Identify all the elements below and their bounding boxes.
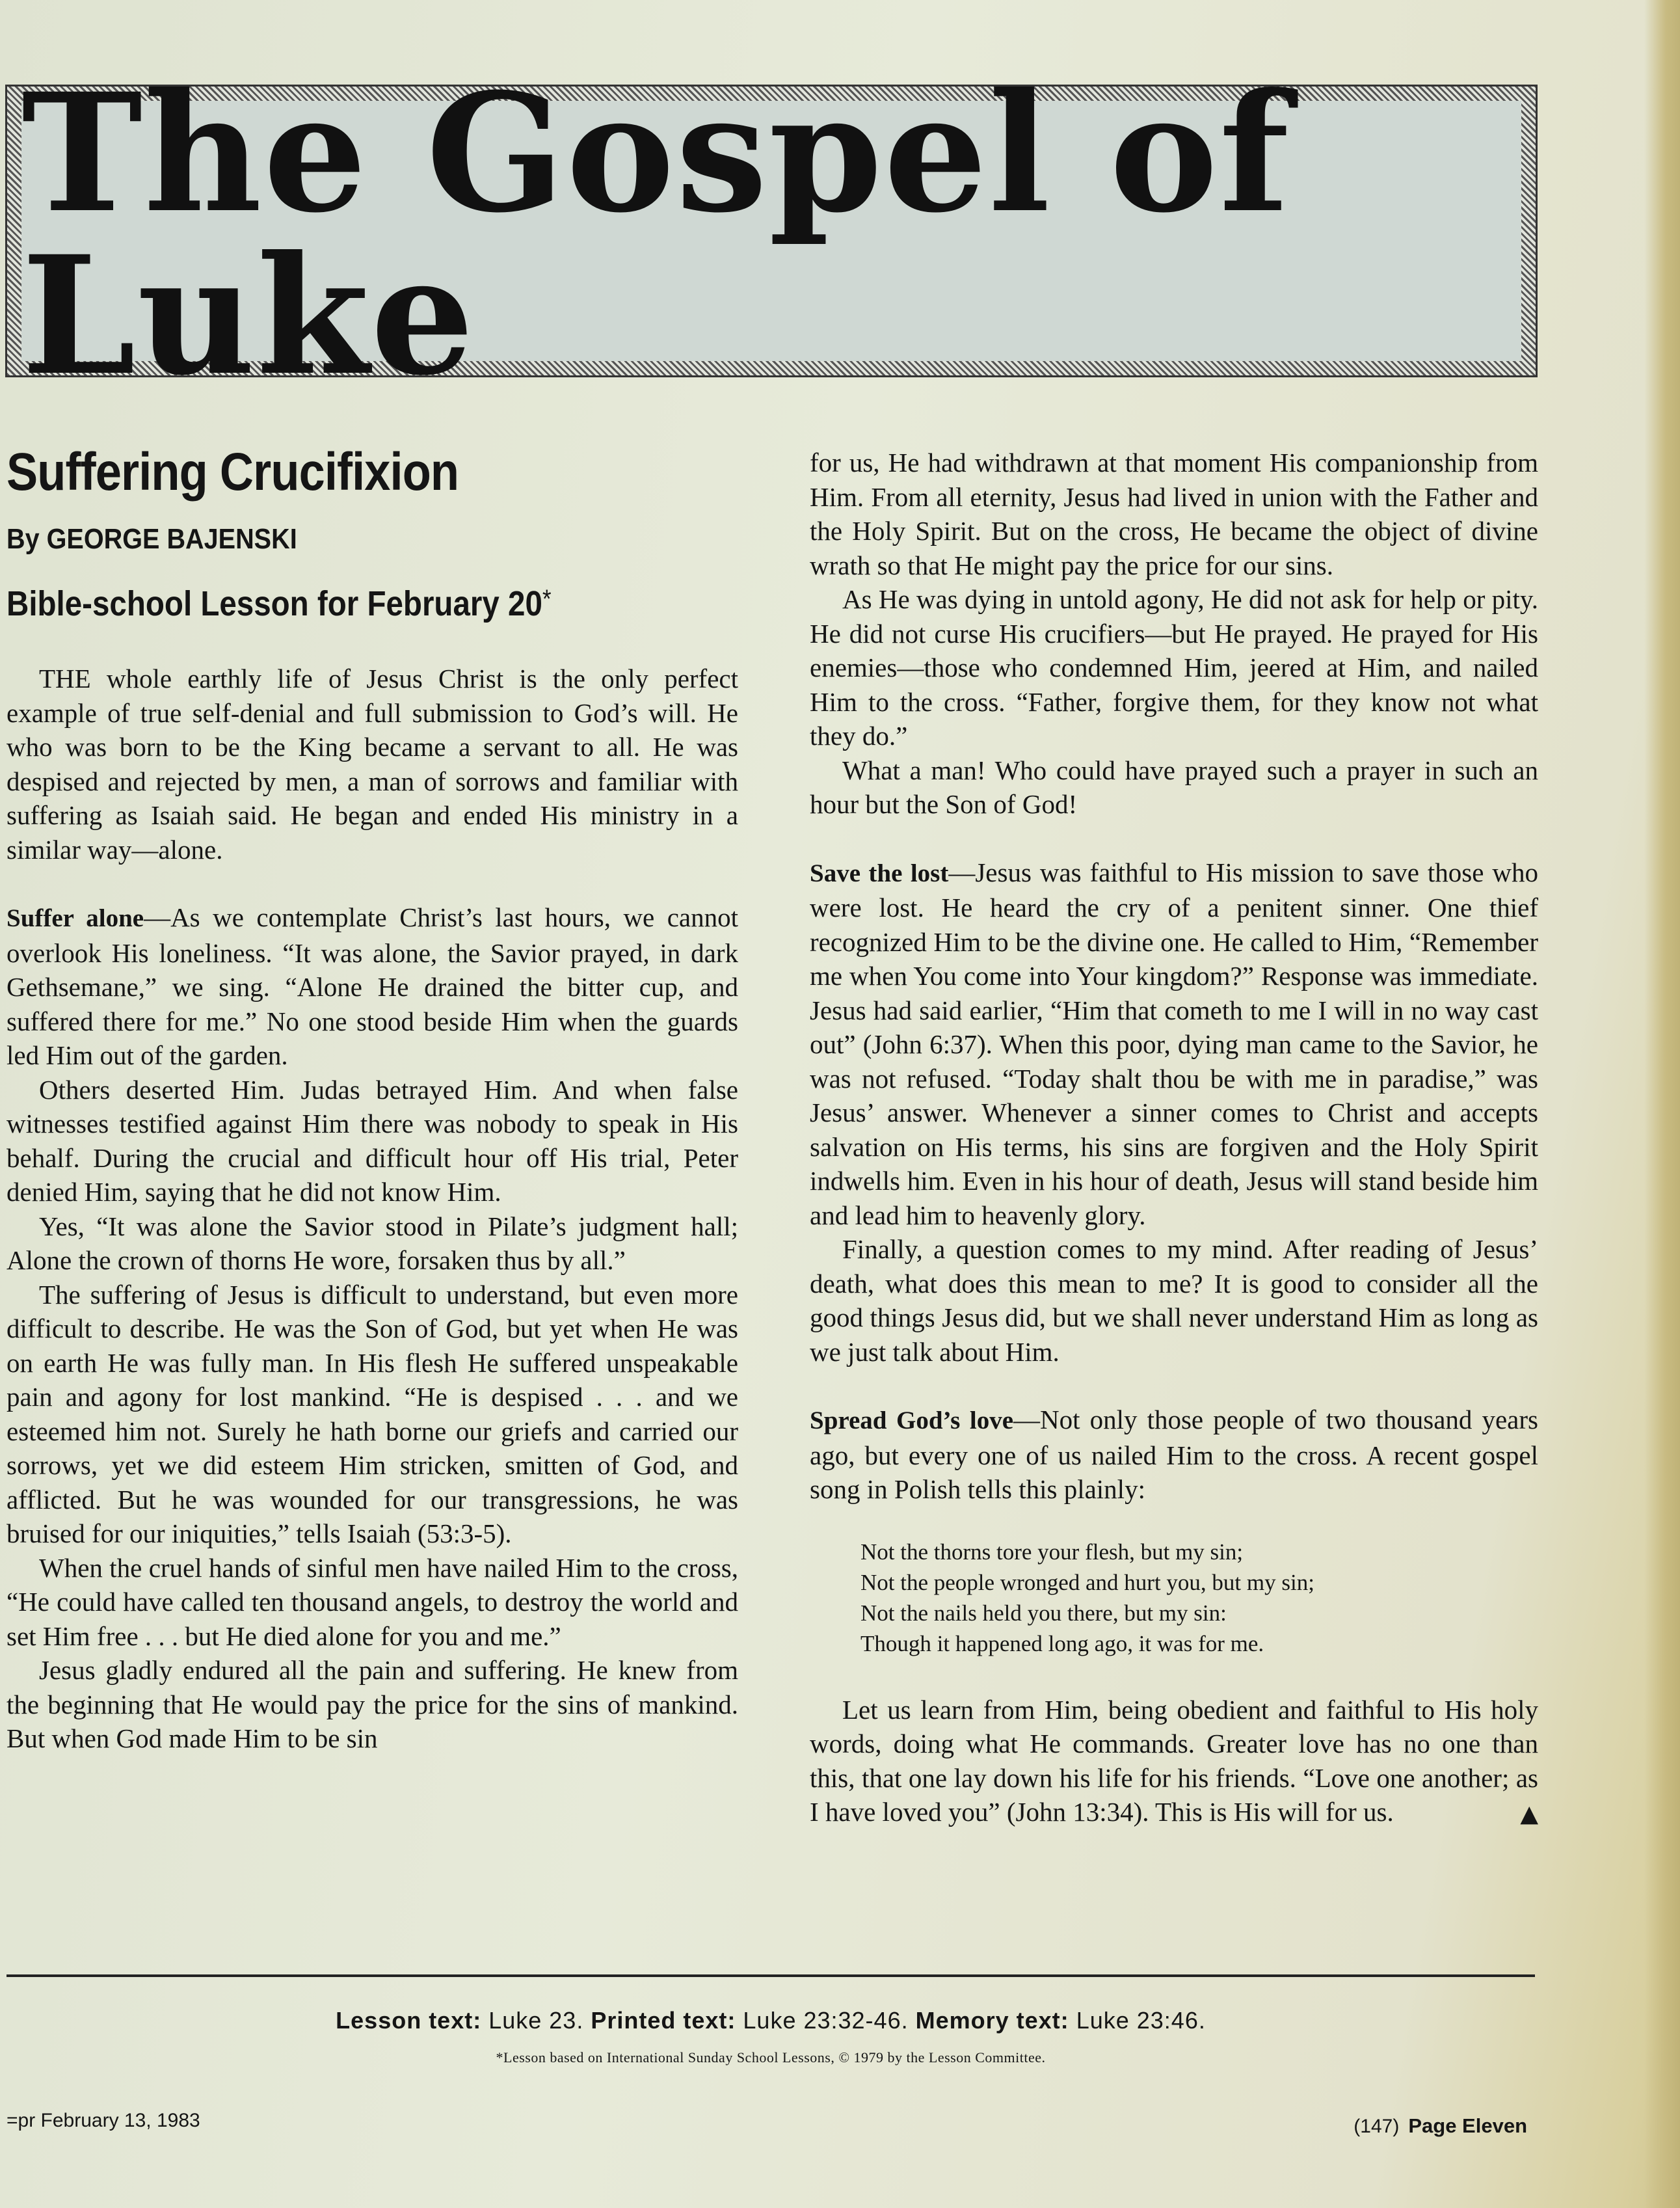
end-mark-icon: ▲: [1520, 1801, 1538, 1827]
lesson-text-label: Lesson text:: [336, 2007, 482, 2034]
spread-gods-love-lead: —Not only those people of two thousand years ago, but every one of us nailed Him to the cross. A recent gospel song in Polish tells this plainly:: [810, 1405, 1538, 1504]
right-column: [810, 446, 1538, 1832]
printed-text-label: Printed text:: [591, 2007, 736, 2034]
body-paragraph: The suffering of Jesus is difficult to understand, but even more difficult to describe. He was the Son of God, but yet when He was on earth He was fully man. In His flesh He suffered unspeakable pain and agony for lost mankind. “He is despised . . . and we esteemed him not. Surely he hath borne our griefs and carried our sorrows, yet we did esteem Him stricken, smitten of God, and afflicted. But he was wounded for our transgressions, he was bruised for our iniquities,” tells Isaiah (53:3-5).: [7, 1279, 738, 1548]
footer-rule: [7, 1974, 1535, 1977]
suffer-alone-lead: —As we contemplate Christ’s last hours, we cannot overlook His loneliness. “It was alone, the Savior prayed, in dark Gethsemane,” we sing. “Alone He drained the bitter cup, and suffered there for me.” No one stood beside Him when the guards led Him out of the garden.: [7, 902, 739, 1070]
body-paragraph: Jesus gladly endured all the pain and suffering. He knew from the beginning that He would pay the price for the sins of mankind. But when God made Him to be sin: [7, 1655, 738, 1753]
suffer-alone-paragraph: [7, 900, 738, 1073]
body-paragraph: Finally, a question comes to my mind. After reading of Jesus’ death, what does this mean to me? It is good to consider all the good things Jesus did, but we shall never understand Him as long as we just talk about Him.: [810, 1234, 1538, 1367]
poem-line: Though it happened long ago, it was for me.: [860, 1630, 1264, 1656]
body-paragraph: Yes, “It was alone the Savior stood in Pilate’s judgment hall; Alone the crown of thorns He wore, forsaken thus by all.”: [7, 1211, 738, 1275]
lesson-subhead-text: Bible-school Lesson for February 20: [7, 584, 542, 623]
poem-line: Not the people wronged and hurt you, but my sin;: [860, 1569, 1314, 1595]
save-the-lost-paragraph: [810, 855, 1538, 1233]
memory-text-label: Memory text:: [915, 2007, 1069, 2034]
save-the-lost-lead: —Jesus was faithful to His mission to save those who were lost. He heard the cry of a penitent sinner. One thief recognized Him to be the divine one. He called to Him, “Remember me when You come into Your kingdom?” Response was immediate. Jesus had said earlier, “Him that cometh to me I will in no way cast out” (John 6:37). When this poor, dying man came to the Savior, he was not refused. “Today shalt thou be with me in paradise,” was Jesus’ answer. Whenever a sinner comes to Christ and accepts salvation on His terms, his sins are forgiven and the Holy Spirit indwells him. Even in his hour of death, Jesus will stand beside him and lead him to heavenly glory.: [810, 857, 1538, 1230]
title-banner-inner: [21, 57, 1521, 411]
body-paragraph: for us, He had withdrawn at that moment His companionship from Him. From all eternity, Jesus had lived in union with the Father and the Holy Spirit. But on the cross, He became the object of divine wrath so that He might pay the price for our sins.: [810, 448, 1538, 580]
poem-line: Not the nails held you there, but my sin:: [860, 1600, 1227, 1626]
byline: By GEORGE BAJENSKI: [7, 523, 297, 555]
body-paragraph: As He was dying in untold agony, He did not ask for help or pity. He did not curse His crucifiers—but He prayed. He prayed for His enemies—those who condemned Him, jeered at Him, and nailed Him to the cross. “Father, forgive them, for they know not what they do.”: [810, 584, 1538, 751]
page-edge-shadow: [1644, 0, 1680, 2208]
spread-gods-love-heading: Spread God’s love: [810, 1407, 1014, 1434]
title-banner: [5, 57, 1538, 411]
issue-page-number: (147): [1353, 2116, 1400, 2137]
lesson-title: Suffering Crucifixion: [7, 442, 459, 502]
body-paragraph: What a man! Who could have prayed such a prayer in such an hour but the Son of God!: [810, 755, 1538, 819]
closing-paragraph: [810, 1693, 1538, 1829]
lesson-subhead: [7, 586, 650, 621]
spread-gods-love-paragraph: [810, 1403, 1538, 1507]
page-number: Page Eleven: [1408, 2114, 1527, 2137]
body-paragraph: Others deserted Him. Judas betrayed Him. And when false witnesses testified against Him there was nobody to speak in His behalf. During the crucial and difficult hour off His trial, Peter denied Him, saying that he did not know Him.: [7, 1074, 738, 1207]
footnote-marker: *: [542, 585, 552, 613]
scripture-references: [0, 2007, 1541, 2034]
page-title: The Gospel of Luke: [21, 57, 1291, 411]
printed-text-value: Luke 23:32-46.: [743, 2007, 909, 2034]
issue-date: =pr February 13, 1983: [7, 2110, 200, 2131]
body-paragraph: When the cruel hands of sinful men have nailed Him to the cross, “He could have called ten thousand angels, to destroy the world and set Him free . . . but He died alone for you and me.”: [7, 1552, 738, 1651]
poem-line: Not the thorns tore your flesh, but my sin;: [860, 1539, 1244, 1565]
lesson-text-value: Luke 23.: [488, 2007, 584, 2034]
suffer-alone-heading: Suffer alone: [7, 904, 144, 932]
memory-text-value: Luke 23:46.: [1076, 2007, 1206, 2034]
footnote: *Lesson based on International Sunday School Lessons, © 1979 by the Lesson Committee.: [496, 2049, 1046, 2066]
save-the-lost-heading: Save the lost: [810, 859, 949, 887]
intro-paragraph: THE whole earthly life of Jesus Christ is the only perfect example of true self-denial and full submission to God’s will. He who was born to be the King became a servant to all. He was despised and rejected by men, a man of sorrows and familiar with suffering as Isaiah said. He began and ended His ministry in a similar way—alone.: [7, 664, 738, 865]
page-folio: [1353, 2114, 1527, 2138]
left-column: [7, 442, 739, 1756]
closing-text: Let us learn from Him, being obedient and faithful to His holy words, doing what He commands. Greater love has no one than this, that one lay down his life for his friends. “Love one another; as I have loved you” (John 13:34). This is His will for us.: [810, 1694, 1538, 1827]
poem: [860, 1537, 1538, 1659]
